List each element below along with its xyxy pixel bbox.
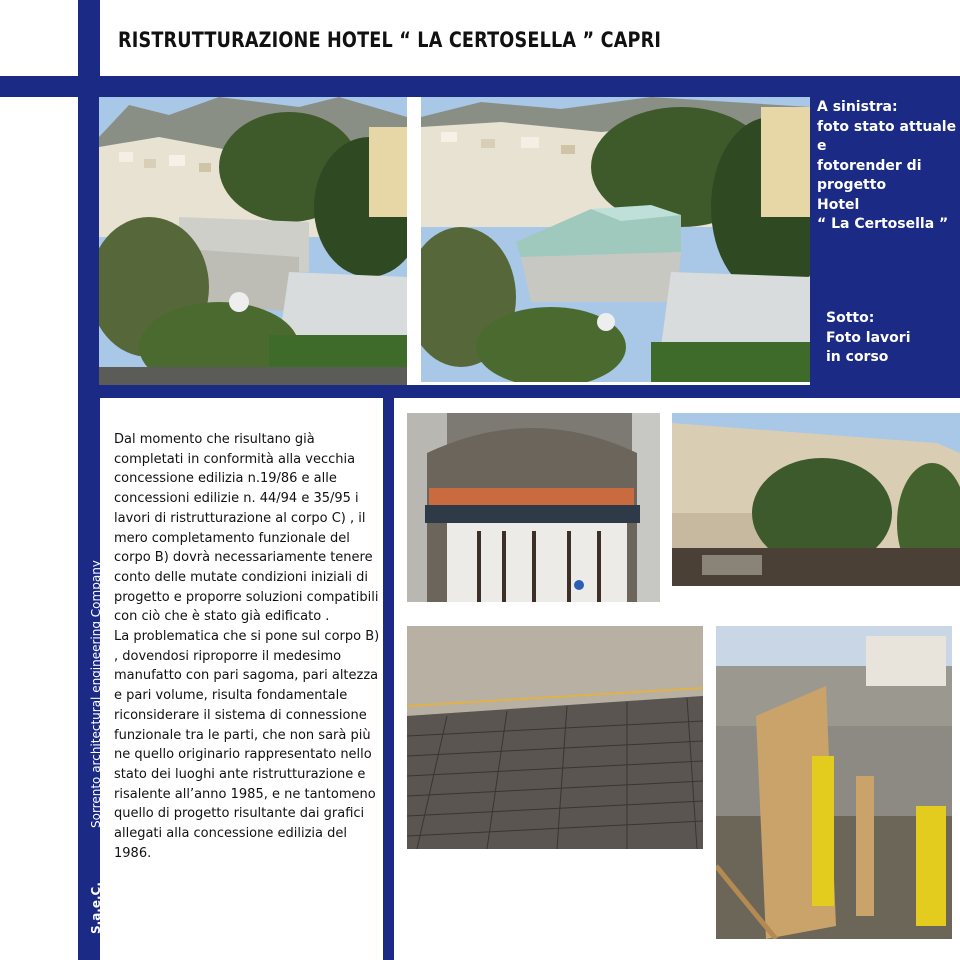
middle-horizontal-band — [78, 385, 960, 398]
side-note-line: Hotel — [817, 196, 860, 213]
company-tagline: Sorrento architectural engineering Company — [89, 560, 103, 828]
side-note-line: progetto — [817, 177, 887, 193]
photo-works-lintel — [407, 413, 660, 602]
side-note-line: A sinistra: — [817, 99, 898, 115]
side-note-line: in corso — [826, 349, 889, 365]
side-note-line: foto stato attuale — [817, 118, 957, 135]
side-note-bottom — [826, 309, 911, 368]
side-note-line: e — [817, 138, 827, 154]
photo-works-rebar — [407, 626, 703, 849]
description-paragraph-2: La problematica che si pone sul corpo B) , dovendosi riproporre il medesimo manufatto con pari sagoma, pari altezza e pari volume, risulta fondamentale riconsiderare il sistema di connessione funzionale tra le parti, che non sarà più ne quello originario rappresentato nello stato dei luoghi ante ristrutturazione e risalente all’anno 1985, e ne tantomeno quello di progetto risultante dai grafici allegati alla concessione edilizia del 1986. — [114, 629, 380, 861]
side-note-top — [817, 98, 956, 235]
description-text — [114, 430, 384, 863]
photo-works-facade — [672, 413, 960, 586]
side-note-line: Sotto: — [826, 310, 875, 326]
side-note-line: fotorender di — [817, 157, 922, 174]
photo-works-formwork — [716, 626, 952, 939]
page-title: RISTRUTTURAZIONE HOTEL “ LA CERTOSELLA ” CAPRI — [118, 28, 662, 52]
description-paragraph-1: Dal momento che risultano già completati in conformità alla vecchia concessione edilizia n.19/86 e alle concessioni edilizie n. 44/94 e 35/95 i lavori di ristrutturazione al corpo C) , il mero completamento funzionale del corpo B) dovrà necessariamente tenere conto delle mutate condizioni iniziali di progetto e proporre soluzioni compatibili con ciò che è stato già edificato . — [114, 432, 379, 625]
side-note-line: Foto lavori — [826, 329, 911, 346]
side-note-line: “ La Certosella ” — [817, 216, 949, 232]
center-vertical-band — [383, 385, 394, 960]
company-monogram: S.a.e.C. — [89, 882, 103, 934]
photo-project-render — [421, 97, 810, 382]
photo-current-state — [99, 97, 407, 385]
